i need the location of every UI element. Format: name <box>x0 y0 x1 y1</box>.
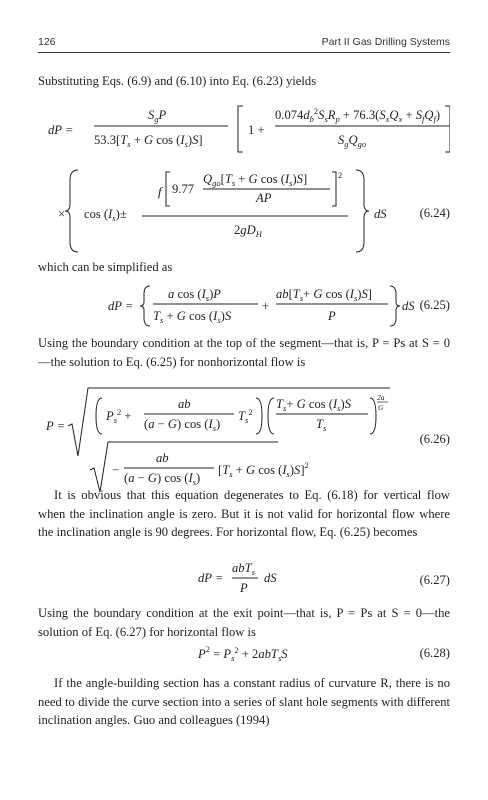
svg-text:dS: dS <box>402 299 415 313</box>
equation-6-28 <box>38 642 298 666</box>
svg-text:dP =: dP = <box>108 299 134 313</box>
equation-6-25 <box>38 282 418 330</box>
page-number: 126 <box>38 36 56 48</box>
paragraph-boundary-exit: Using the boundary condition at the exit point—that is, P = Ps at S = 0—the solution of Eq. (6.27) for horizontal flow is <box>38 606 450 639</box>
svg-text:9.77: 9.77 <box>172 182 195 196</box>
svg-text:G: G <box>378 403 384 412</box>
svg-text:×: × <box>58 207 66 221</box>
equation-6-26 <box>38 386 398 496</box>
equation-6-24-body <box>38 166 398 256</box>
equation-number-6-27: (6.27) <box>419 573 450 587</box>
paragraph-angle-building: If the angle-building section has a constant radius of curvature R, there is no need to divide the curve section into a series of slant hole segments with different inclination angles. Guo and colleagues (1994) <box>38 676 450 728</box>
equation-number-6-26: (6.26) <box>419 432 450 446</box>
svg-text:cos (Is)±: $\cos (I_s)\pm$ <box>84 207 127 223</box>
paragraph-simplified: which can be simplified as <box>38 260 173 274</box>
svg-text:f: f <box>158 185 162 199</box>
svg-text:0.074db2SsRp + 76.3(SxQx + SfQ: $0.074d_b^2S_sR_p + 76.3(S_xQ_x + S_fQ_f)$ <box>275 106 441 124</box>
paragraph-boundary-top: Using the boundary condition at the top of the segment—that is, P = Ps at S = 0—the solution to Eq. (6.25) for nonhorizontal flow is <box>38 336 450 369</box>
equation-number-6-25: (6.25) <box>419 298 450 312</box>
svg-text:dS: dS <box>374 207 387 221</box>
svg-text:P2 = Ps2 + 2abTsS: $P^2 = P_s^2 + 2abT_sS$ <box>198 644 288 663</box>
svg-text:2: 2 <box>338 170 343 180</box>
svg-text:Ts2: $T_s^2$ <box>238 407 253 425</box>
svg-text:2gDH: $2gD_H$ <box>234 223 262 239</box>
svg-text:−: − <box>112 463 120 477</box>
svg-text:(a − G) cos (Is): (a − G) $\cos (I_s)$ <box>124 471 201 487</box>
svg-text:abTs: abT$_s$ <box>232 561 255 577</box>
svg-text:SgP: $S_gP$ <box>148 108 167 124</box>
svg-text:dP =: dP = <box>48 123 74 137</box>
svg-text:AP: AP <box>256 191 272 205</box>
svg-text:ab[Ts+ G cos (Is)S]: $ab[T_s+ G$ $\cos (I_s)S$] <box>276 287 372 303</box>
svg-text:P =: P = <box>46 419 66 433</box>
equation-number-6-28: (6.28) <box>419 646 450 660</box>
svg-text:1 +: 1 + <box>248 123 265 137</box>
svg-text:2a: 2a <box>377 393 385 402</box>
running-header <box>38 36 450 52</box>
svg-text:Ps2 +: $P_s^2$ + <box>106 407 132 425</box>
paragraph-intro: Substituting Eqs. (6.9) and (6.10) into Eq. (6.23) yields <box>38 74 317 88</box>
svg-text:Ts + G cos (Is)S: $T_s + G$ $\cos (I_s)S$ <box>153 309 232 325</box>
svg-text:[Ts + G cos (Is)S]2: [$T_s + G$ $\cos (I_s)S]^2$ <box>218 460 309 479</box>
svg-text:SgQgo: $S_gQ_{go}$ <box>338 133 367 149</box>
svg-text:+: + <box>262 299 270 313</box>
svg-text:P: P <box>328 309 336 323</box>
equation-6-27 <box>38 558 298 598</box>
svg-text:dP =: dP = <box>198 571 224 585</box>
equation-dp-substituted <box>38 100 450 158</box>
running-title: Part II Gas Drilling Systems <box>321 36 450 48</box>
paragraph-degenerates: It is obvious that this equation degenerates to Eq. (6.18) for vertical flow when the inclination angle is zero. But it is not valid for horizontal flow where the inclination angle is 90 degrees. For horizontal flow, Eq. (6.25) becomes <box>38 488 450 540</box>
svg-text:dS: dS <box>264 571 277 585</box>
svg-text:53.3[Ts + G cos (Is)S]: $53.3[T_s + G$ $\cos (I_s)S$] <box>94 133 203 149</box>
svg-text:P: P <box>240 581 248 595</box>
svg-text:Ts: $T_s$ <box>316 417 327 433</box>
svg-text:ab: ab <box>156 451 169 465</box>
equation-number-6-24: (6.24) <box>419 206 450 220</box>
svg-text:(a − G) cos (Is): (a − G) $\cos (I_s)$ <box>144 417 221 433</box>
svg-text:Ts+ G cos (Is)S: $T_s+ G$ $\cos (I_s)S$ <box>276 397 351 413</box>
header-rule <box>38 52 450 53</box>
svg-text:Qgo[Ts + G cos (Is)S]: $Q_{go}[T_s + G$ $\cos (I_s)S$] <box>203 172 308 188</box>
svg-text:ab: ab <box>178 397 191 411</box>
svg-text:a cos (Is)P: a $\cos (I_s)P$ <box>168 287 221 303</box>
